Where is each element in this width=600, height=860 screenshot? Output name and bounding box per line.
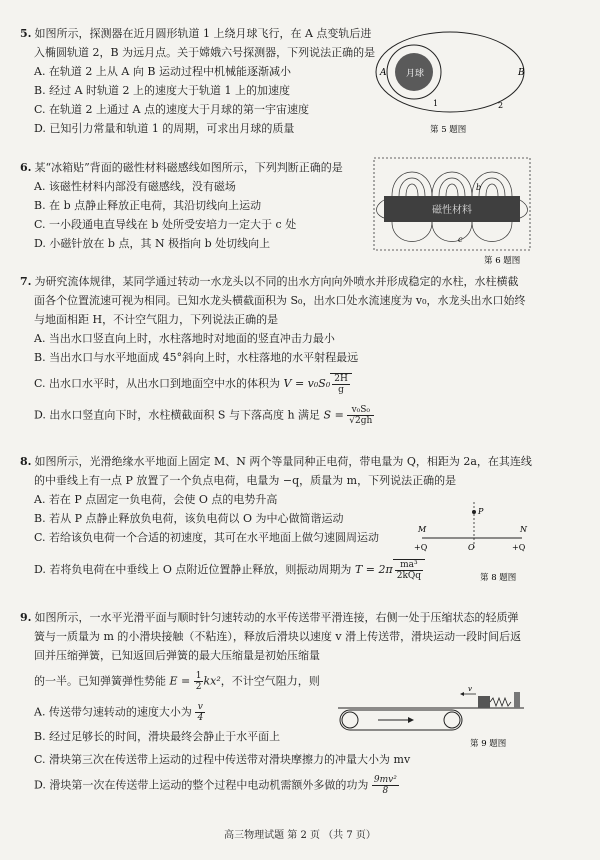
left-charge-label: +Q — [414, 543, 428, 552]
q9-number: 9. — [20, 611, 32, 624]
q7-d-fraction: $\frac{\text{v₀S₀}}{√2gh}$ — [349, 405, 373, 426]
q6-number: 6. — [20, 161, 32, 174]
q9-stem-line2: 簧与一质量为 m 的小滑块接触（不粘连），释放后滑块以速度 v 滑上传送带，滑块运动一段时间后返 — [34, 630, 522, 643]
right-charge-label: +Q — [512, 543, 526, 552]
q9-a-fraction: $\frac{v}{4}$ — [197, 702, 204, 723]
q7-stem-line2: 面各个位置流速可视为相同。已知水龙头横截面积为 S₀，出水口处水流速度为 v₀，水龙头出水口始终 — [34, 294, 526, 307]
q8-option-c: C. 若给该负电荷一个合适的初速度，其可在水平地面上做匀速圆周运动 — [34, 531, 380, 544]
velocity-label: v — [468, 685, 472, 693]
n-label: N — [520, 525, 527, 534]
q8-number: 8. — [20, 455, 32, 468]
p-label: P — [478, 507, 484, 516]
wall — [514, 692, 520, 708]
page-footer: 高三物理试题 第 2 页 （共 7 页） — [224, 830, 376, 841]
q7-option-c: C. 出水口水平时，从出水口到地面空中水的体积为 V = v₀S₀ $\frac{2H}{g}$ — [20, 373, 590, 395]
q8-caption: 第 8 题图 — [480, 573, 517, 583]
point-c-label: c — [458, 235, 463, 244]
q6-caption: 第 6 题图 — [484, 256, 521, 266]
orbit-1-label: 1 — [433, 99, 439, 108]
q7-option-b: B. 当出水口与水平地面成 45°斜向上时，水柱落地的水平射程最远 — [34, 351, 359, 364]
q7-d-formula: S = — [323, 408, 344, 422]
q8-stem-line2: 的中垂线上有一点 P 放置了一个负点电荷，电量为 −q，质量为 m，下列说法正确的是 — [34, 474, 457, 487]
q9-d-fraction: $\frac{\text{9mv²}}{8}$ — [373, 775, 397, 796]
q6-option-a: A. 该磁性材料内部没有磁感线，没有磁场 — [34, 180, 236, 193]
q7-stem: 7. 为研究流体规律，某同学通过转动一水龙头以不同的出水方向向外喷水并形成稳定的水柱，水柱横截 — [20, 275, 519, 288]
slider-block — [478, 696, 490, 708]
q9-option-d: D. 滑块第一次在传送带上运动的整个过程中电动机需额外多做的功为 $\frac{\text{9mv²}}{8}$ — [34, 775, 397, 796]
q6-option-d: D. 小磁针放在 b 点，其 N 极指向 b 处切线向上 — [34, 237, 271, 250]
q8-option-a: A. 若在 P 点固定一负电荷，会使 O 点的电势升高 — [34, 493, 278, 506]
q7-c-sqrt-fraction: $\frac{2H}{g}$ — [330, 373, 352, 395]
q5-caption: 第 5 题图 — [430, 125, 467, 135]
q8-charges-figure — [412, 494, 532, 590]
point-p-dot — [472, 510, 476, 514]
point-b-label: B — [518, 68, 525, 78]
q5-option-c: C. 在轨道 2 上通过 A 点的速度大于月球的第一宇宙速度 — [34, 103, 309, 116]
orbit-2-label: 2 — [498, 101, 504, 110]
point-b-label: b — [476, 183, 482, 192]
q5-option-d: D. 已知引力常量和轨道 1 的周期，可求出月球的质量 — [34, 122, 295, 135]
q9-caption: 第 9 题图 — [470, 739, 507, 749]
velocity-arrow-head — [460, 692, 464, 696]
q9-stem: 9. 如图所示，一水平光滑平面与顺时针匀速转动的水平传送带平滑连接，右侧一处于压缩状态的轻质弹 — [20, 611, 519, 624]
question-6 — [20, 158, 380, 253]
q6-option-c: C. 一小段通电直导线在 b 处所受安培力一定大于 c 处 — [34, 218, 297, 231]
material-label: 磁性材料 — [432, 205, 472, 216]
q9-option-b: B. 经过足够长的时间，滑块最终会静止于水平面上 — [34, 730, 281, 743]
q5-option-a: A. 在轨道 2 上从 A 向 B 运动过程中机械能逐渐减小 — [34, 65, 291, 78]
q9-stem-line4: 的一半。已知弹簧弹性势能 E = $\frac{1}{2}$ kx²，不计空气阻力，则 — [34, 671, 320, 692]
belt-arrow-head — [408, 717, 414, 723]
q6-stem: 6. 某“冰箱贴”背面的磁性材料磁感线如图所示，下列判断正确的是 — [20, 161, 343, 174]
left-roller — [342, 712, 358, 728]
q7-option-a: A. 当出水口竖直向上时，水柱落地时对地面的竖直冲击力最小 — [34, 332, 335, 345]
q5-stem-line2: 入椭圆轨道 2，B 为远月点。关于嫦娥六号探测器，下列说法正确的是 — [34, 46, 376, 59]
q9-conveyor-figure — [328, 685, 528, 752]
q9-half-fraction: $\frac{1}{2}$ — [195, 671, 202, 692]
spring — [490, 698, 511, 706]
m-label: M — [418, 525, 427, 534]
right-roller — [444, 712, 460, 728]
q9-option-c: C. 滑块第三次在传送带上运动的过程中传送带对滑块摩擦力的冲量大小为 mv — [34, 753, 411, 766]
q5-stem: 5. 如图所示，探测器在近月圆形轨道 1 上绕月球飞行，在 A 点变轨后进 — [20, 27, 372, 40]
q6-option-b: B. 在 b 点静止释放正电荷，其沿切线向上运动 — [34, 199, 262, 212]
q7-number: 7. — [20, 275, 32, 288]
q5-number: 5. — [20, 27, 32, 40]
q8-option-b: B. 若从 P 点静止释放负电荷，该负电荷以 O 为中心做简谐运动 — [34, 512, 344, 525]
q7-c-formula: V = v₀S₀ — [283, 377, 331, 390]
q9-stem-line3: 回并压缩弹簧，已知返回后弹簧的最大压缩量是初始压缩量 — [34, 649, 320, 662]
q7-option-d: D. 出水口竖直向下时，水柱横截面积 S 与下落高度 h 满足 S = $\frac{\text{v₀S₀}}{√2gh}$ — [34, 405, 373, 426]
q5-option-b: B. 经过 A 时轨道 2 上的速度大于轨道 1 上的加速度 — [34, 84, 290, 97]
point-a-label: A — [380, 68, 387, 78]
q8-d-sqrt-fraction: $\frac{\text{ma³}}{\text{2kQq}}$ — [393, 559, 425, 581]
q5-orbit-figure — [370, 20, 530, 140]
q6-magnetic-figure — [372, 156, 532, 268]
q8-d-formula: T = 2π — [354, 563, 393, 576]
q9-option-a: A. 传送带匀速转动的速度大小为 $\frac{v}{4}$ — [34, 702, 204, 723]
o-label: O — [468, 543, 475, 552]
q8-option-d: D. 若将负电荷在中垂线上 O 点附近位置静止释放，则振动周期为 T = 2π $\frac{\text{ma³}}{\text{2kQq}}$ — [20, 559, 590, 581]
moon-label: 月球 — [406, 69, 425, 79]
question-7 — [20, 272, 590, 426]
q8-stem: 8. 如图所示，光滑绝缘水平地面上固定 M、N 两个等量同种正电荷，带电量为 Q，相距为 2a，在其连线 — [20, 455, 532, 468]
q7-stem-line3: 与地面相距 H，不计空气阻力，下列说法正确的是 — [34, 313, 279, 326]
